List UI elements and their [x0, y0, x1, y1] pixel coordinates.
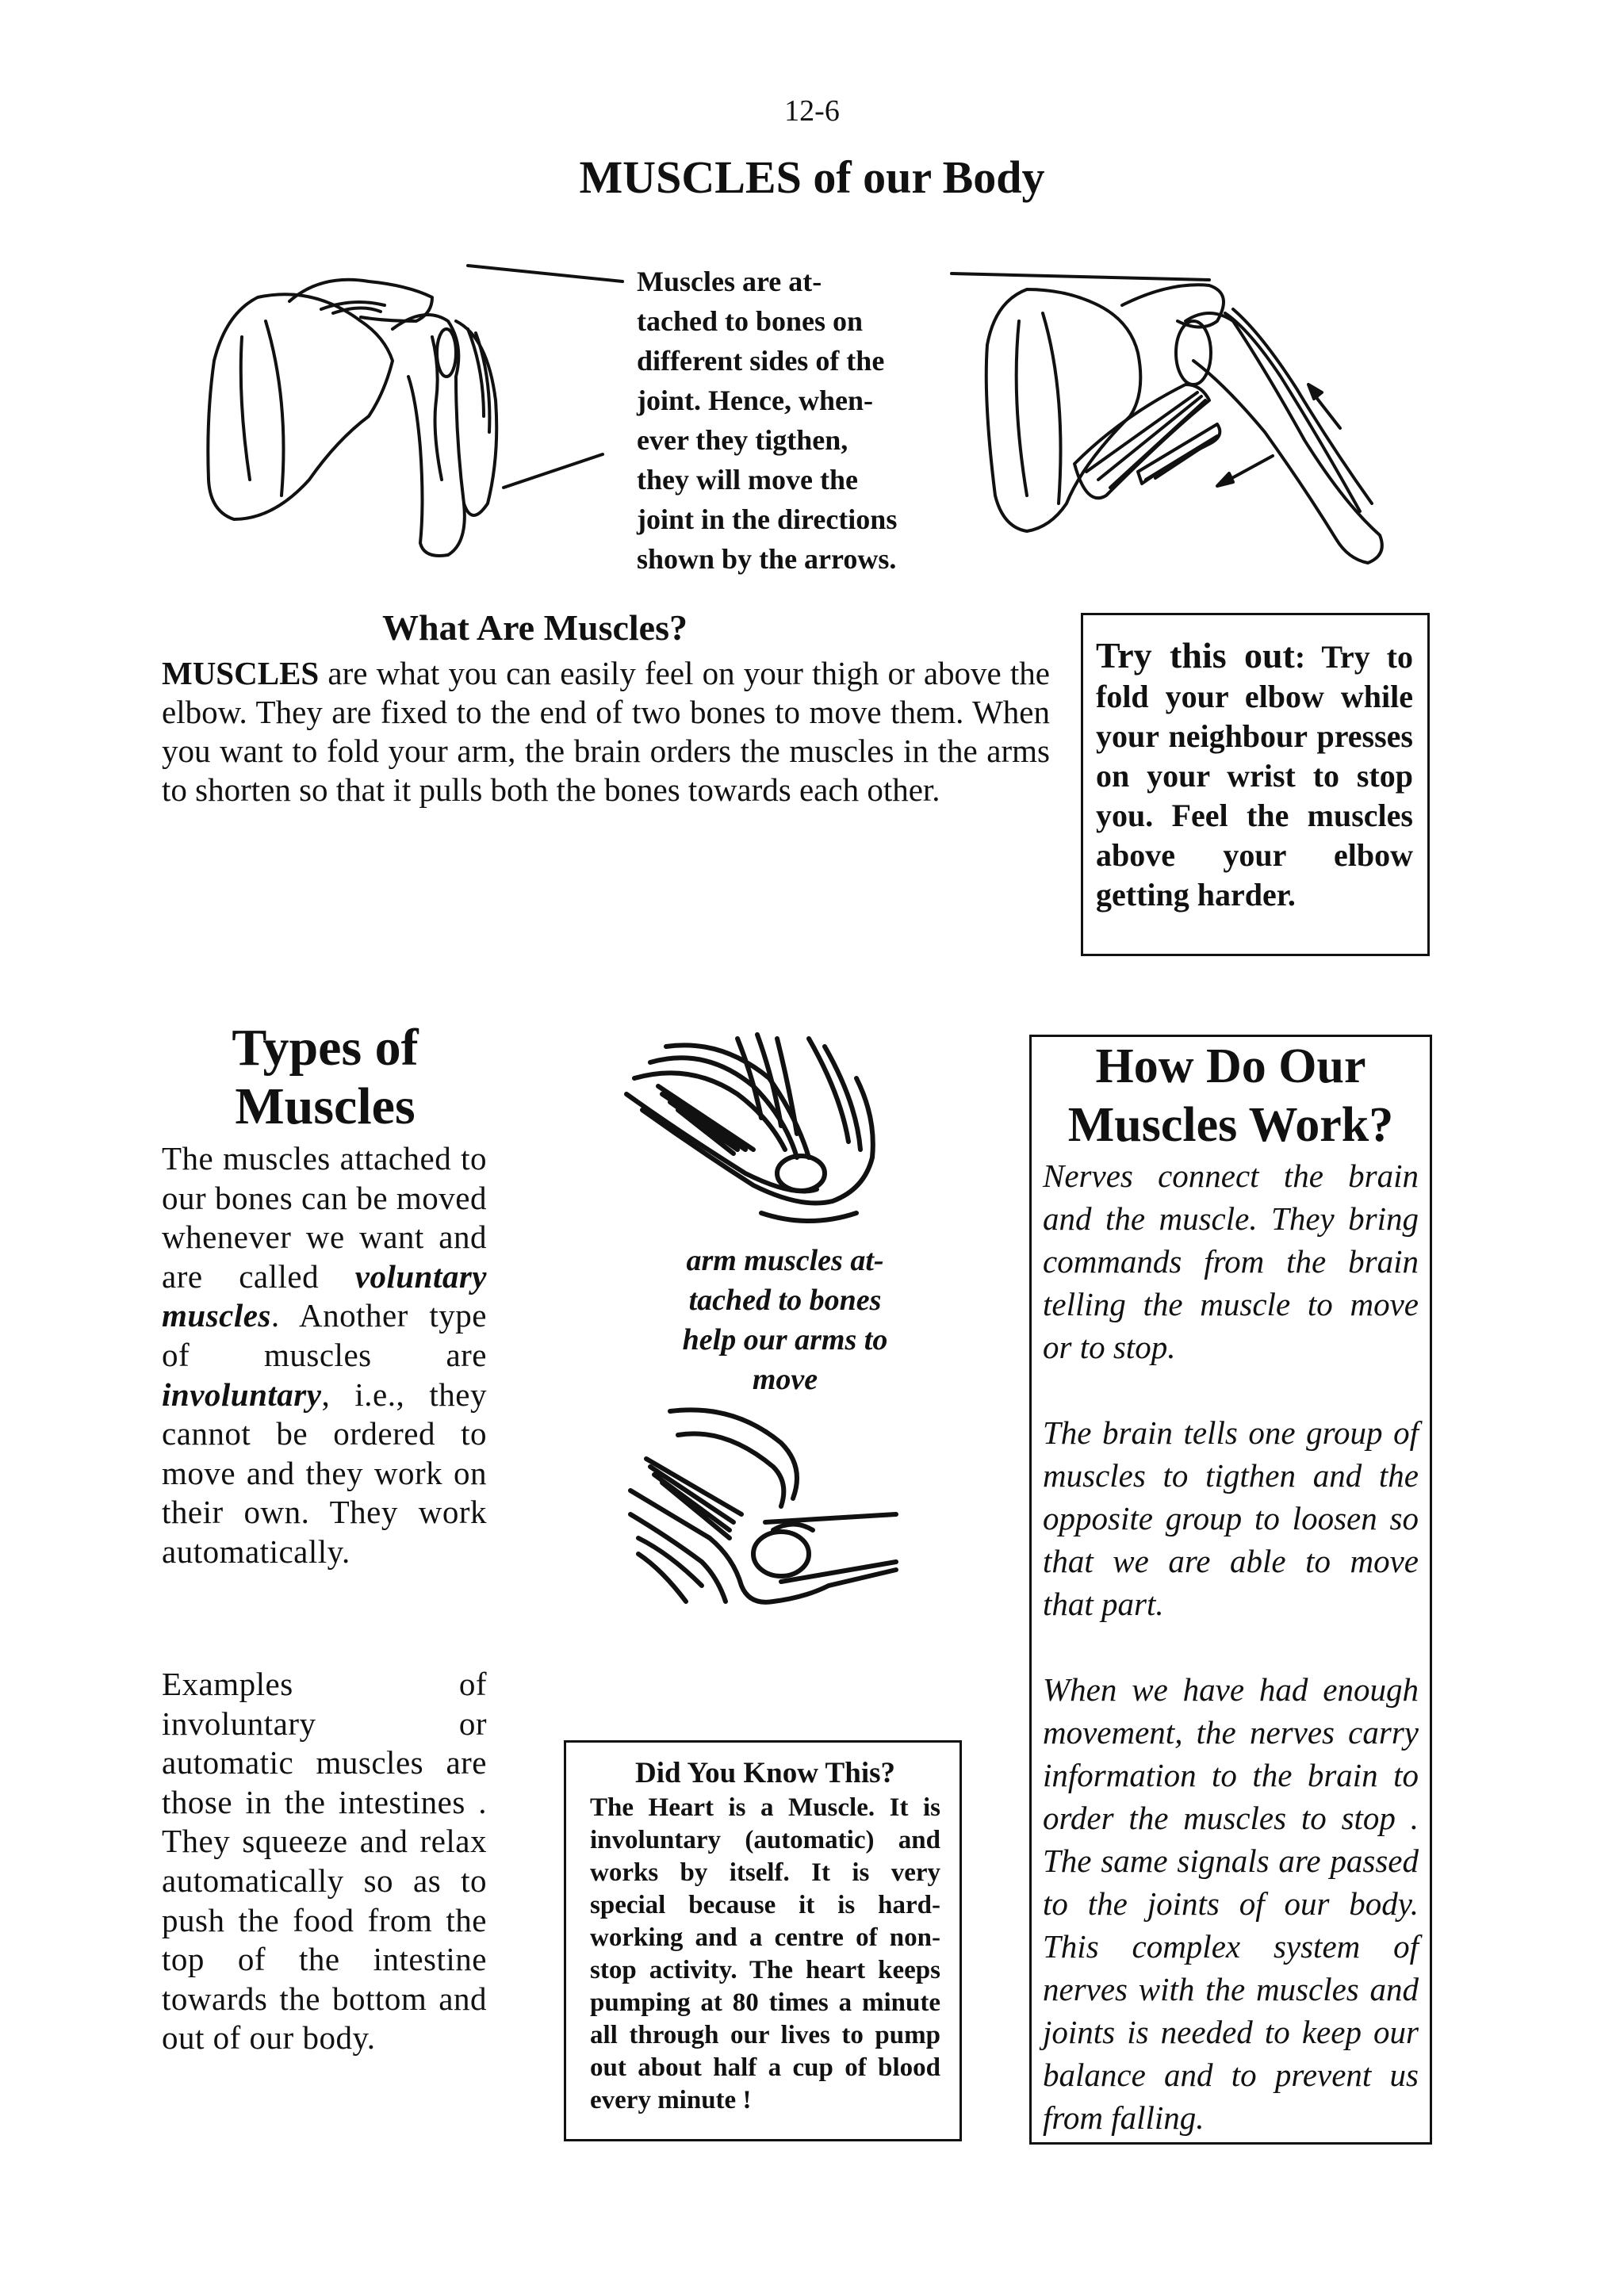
how-paragraph-3: When we have had enough movement, the nerves carry information to the brain to order the muscles to stop . The same signals are passed to the joints of our body. This complex system of nerves with the muscles and joints is needed to keep our balance and to prevent us from falling.: [1043, 1671, 1419, 2136]
shoulder-caption-line: joint. Hence, when-: [637, 385, 873, 416]
shoulder-caption-line: different sides of the: [637, 345, 885, 377]
arm-caption-line: arm muscles at-: [686, 1244, 884, 1277]
try-this-out-label: Try this out: [1096, 635, 1295, 675]
types-text-run: . Another type of muscles are: [162, 1297, 487, 1373]
arm-caption-line: help our arms to: [682, 1323, 888, 1357]
shoulder-joint-moving-drawing: [948, 258, 1408, 575]
did-you-know-title: Did You Know This?: [635, 1757, 895, 1789]
types-heading-line: Muscles: [235, 1077, 416, 1135]
shoulder-caption-line: shown by the arrows.: [637, 543, 897, 575]
how-muscles-work-heading: [1043, 1037, 1419, 1154]
try-body: Try to fold your elbow while your neighbour presses on your wrist to stop you. Feel the muscles above your elbow getting harder.: [1096, 639, 1413, 913]
involuntary-term: involuntary: [162, 1376, 322, 1413]
try-colon: :: [1294, 639, 1322, 675]
arm-caption-line: move: [752, 1363, 818, 1396]
try-this-out-box: [1081, 613, 1430, 956]
page-number: 12-6: [784, 94, 840, 128]
how-heading-line: Muscles Work?: [1067, 1098, 1394, 1152]
arm-muscles-caption: [626, 1241, 944, 1399]
how-heading-line: How Do Our: [1095, 1039, 1366, 1093]
page-title: MUSCLES of our Body: [579, 151, 1045, 203]
types-text-run: , i.e., they cannot be ordered to move and they work on their own. They work automatically.: [162, 1376, 487, 1570]
what-are-muscles-heading: What Are Muscles?: [382, 607, 688, 648]
did-you-know-box: [564, 1740, 962, 2141]
shoulder-caption-line: Muscles are at-: [637, 266, 822, 297]
voluntary-term: voluntary muscles: [162, 1257, 487, 1334]
arm-caption-line: tached to bones: [688, 1284, 882, 1317]
what-body: are what you can easily feel on your thigh or above the elbow. They are fixed to the end of two bones to move them. When you want to fold your arm, the brain orders the muscles in the arms to shorten so that it pulls both the bones towards each other.: [162, 655, 1050, 808]
how-paragraph-1: Nerves connect the brain and the muscle. They bring commands from the brain telling the muscle to move or to stop.: [1043, 1158, 1419, 1365]
shoulder-caption-line: they will move the: [637, 464, 858, 496]
how-muscles-work-box: [1029, 1035, 1432, 2145]
shoulder-caption-line: ever they tigthen,: [637, 424, 848, 456]
types-paragraph-2: Examples of involuntary or automatic muscles are those in the intestines . They squeeze and relax automatically so as to push the food from the top of the intestine towards the bottom and out of our body.: [162, 1666, 487, 2057]
try-this-out-text: [1096, 636, 1413, 915]
shoulder-joint-drawing: [194, 242, 638, 575]
shoulder-caption-line: joint in the directions: [637, 503, 898, 535]
types-text-run: The muscles attached to our bones can be moved whenever we want and are called: [162, 1140, 487, 1295]
what-lead-word: MUSCLES: [162, 655, 320, 691]
shoulder-caption-line: tached to bones on: [637, 305, 864, 337]
bent-arm-muscle-drawing: [619, 1031, 896, 1237]
types-paragraph-1: [162, 1139, 487, 1572]
arm-muscle-drawing: [622, 1403, 900, 1625]
types-of-muscles-heading: [163, 1019, 488, 1136]
shoulder-caption: [637, 262, 938, 579]
what-are-muscles-text: [162, 654, 1050, 809]
types-heading-line: Types of: [232, 1019, 419, 1077]
did-you-know-body: The Heart is a Muscle. It is involuntary (automatic) and works by itself. It is very special because it is hard-working and a centre of non-stop activity. The heart keeps pumping at 80 times a minute all through our lives to pump out about half a cup of blood every minute !: [590, 1793, 940, 2114]
how-paragraph-2: The brain tells one group of muscles to tigthen and the opposite group to loosen so that we are able to move that part.: [1043, 1414, 1419, 1622]
